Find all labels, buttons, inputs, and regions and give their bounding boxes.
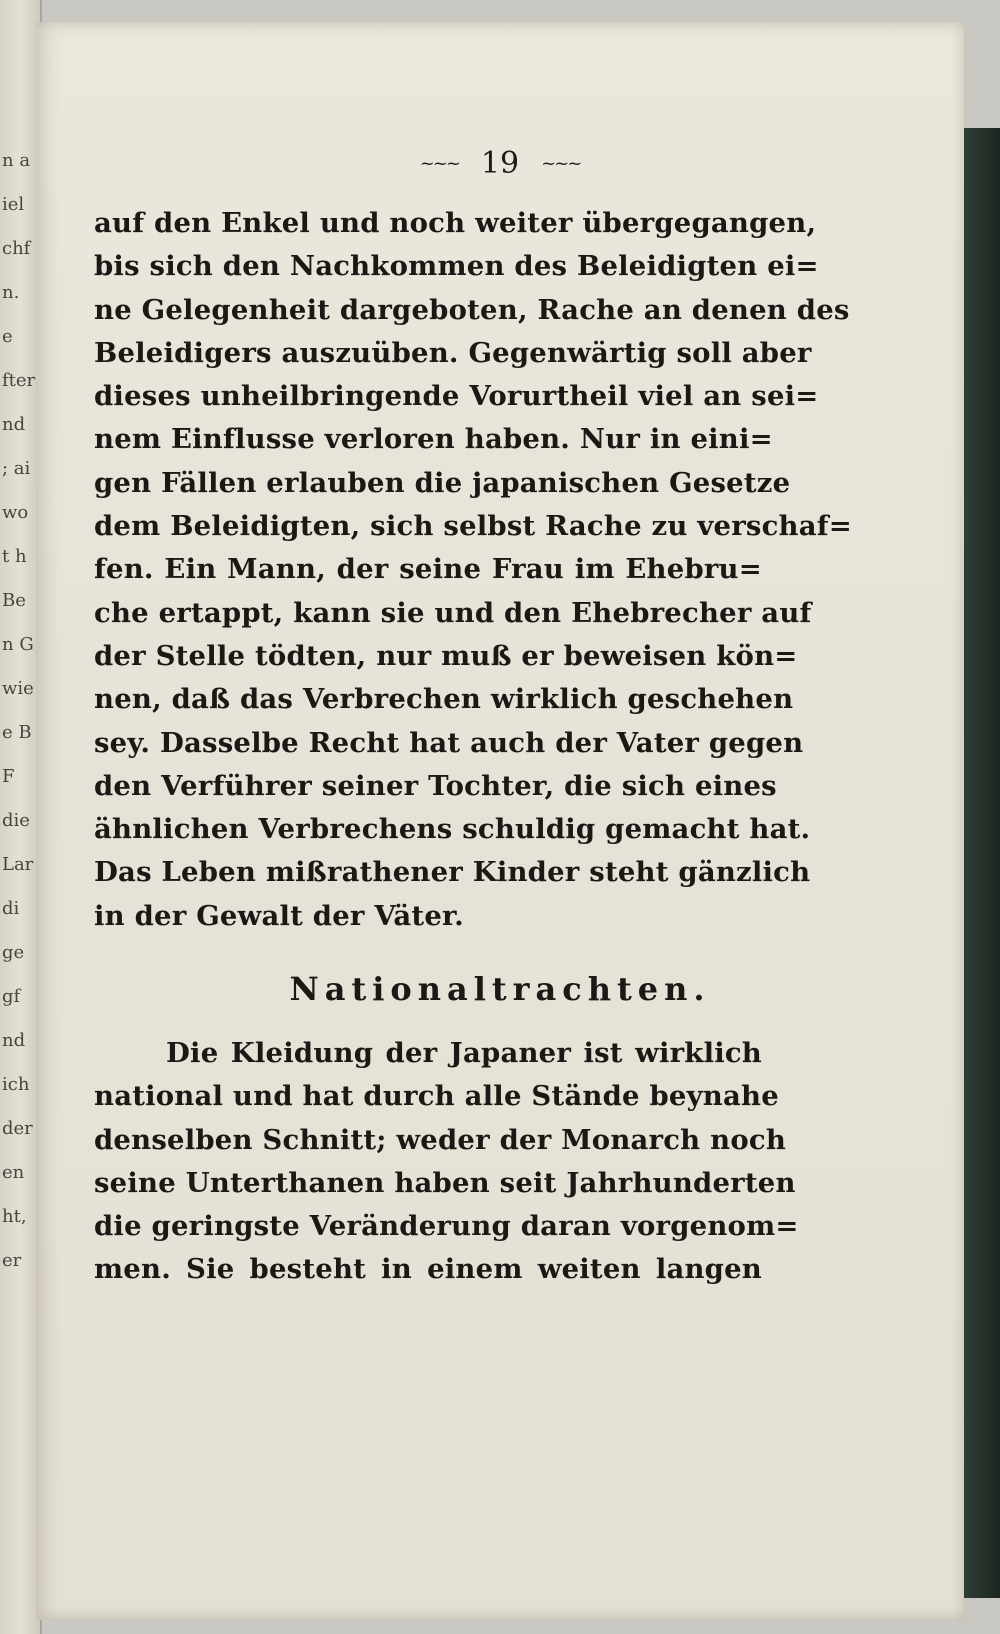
text-line: national und hat durch alle Stände beynahe	[94, 1080, 779, 1113]
page-number: 19	[480, 146, 520, 181]
adjacent-page-fragment: wie	[2, 678, 34, 699]
text-line: denselben Schnitt; weder der Monarch noch	[94, 1123, 787, 1156]
adjacent-page-fragment: t h	[2, 546, 27, 567]
text-line: men. Sie besteht in einem weiten langen	[94, 1253, 762, 1286]
text-line: dem Beleidigten, sich selbst Rache zu verschaf=	[94, 510, 852, 543]
paragraph-2	[94, 1032, 799, 1292]
adjacent-page-fragment: en	[2, 1162, 25, 1183]
adjacent-page-fragment: ich	[2, 1074, 30, 1095]
text-line: nen, daß das Verbrechen wirklich geschehen	[94, 683, 794, 716]
adjacent-page-fragment: nd	[2, 1030, 26, 1051]
adjacent-page-fragment: ; ai	[2, 458, 31, 479]
adjacent-page-fragment: fter	[2, 370, 36, 391]
adjacent-page-fragment: di	[2, 898, 20, 919]
adjacent-page-fragment: chf	[2, 238, 31, 259]
text-line: Das Leben mißrathener Kinder steht gänzlich	[94, 856, 811, 889]
text-line: sey. Dasselbe Recht hat auch der Vater gegen	[94, 726, 804, 759]
adjacent-page-fragment: Lar	[2, 854, 34, 875]
adjacent-page-fragment: ht,	[2, 1206, 27, 1227]
page-header	[36, 146, 964, 181]
adjacent-page-fragment: gf	[2, 986, 21, 1007]
text-line: ne Gelegenheit dargeboten, Rache an denen des	[94, 293, 850, 326]
adjacent-page-fragment: n.	[2, 282, 20, 303]
text-line: dieses unheilbringende Vorurtheil viel an sei=	[94, 380, 819, 413]
adjacent-page-fragment: e	[2, 326, 13, 347]
book-page	[36, 22, 964, 1620]
text-line: Beleidigers auszuüben. Gegenwärtig soll aber	[94, 336, 812, 369]
text-line: in der Gewalt der Väter.	[94, 899, 464, 932]
text-line: nem Einflusse verloren haben. Nur in eini=	[94, 423, 773, 456]
ornament-left: ~~~	[419, 152, 459, 174]
adjacent-page-fragment: wo	[2, 502, 29, 523]
text-line: seine Unterthanen haben seit Jahrhunderten	[94, 1166, 796, 1199]
text-line: die geringste Veränderung daran vorgenom=	[94, 1210, 799, 1243]
adjacent-page-fragment: Be	[2, 590, 26, 611]
paragraph-1	[94, 202, 852, 938]
text-line: bis sich den Nachkommen des Beleidigten ei=	[94, 250, 819, 283]
text-line: Die Kleidung der Japaner ist wirklich	[166, 1037, 762, 1069]
adjacent-page-fragment: F	[2, 766, 15, 787]
book-cover-edge	[962, 128, 1000, 1598]
adjacent-page-fragment: iel	[2, 194, 25, 215]
text-line: ähnlichen Verbrechens schuldig gemacht hat.	[94, 813, 811, 846]
text-line: gen Fällen erlauben die japanischen Gesetze	[94, 466, 791, 499]
text-line: den Verführer seiner Tochter, die sich eines	[94, 769, 777, 802]
adjacent-page-fragment: nd	[2, 414, 26, 435]
adjacent-page-fragment: ge	[2, 942, 25, 963]
section-heading: Nationaltrachten.	[289, 970, 711, 1008]
ornament-right: ~~~	[541, 152, 581, 174]
adjacent-page-fragment: die	[2, 810, 30, 831]
adjacent-page-fragment: er	[2, 1250, 22, 1271]
text-line: che ertappt, kann sie und den Ehebrecher auf	[94, 596, 812, 629]
adjacent-page-fragment: n a	[2, 150, 31, 171]
text-line: fen. Ein Mann, der seine Frau im Ehebru=	[94, 553, 762, 586]
adjacent-page-fragment: der	[2, 1118, 33, 1139]
text-line: der Stelle tödten, nur muß er beweisen kön=	[94, 639, 798, 672]
adjacent-page-fragment: e B	[2, 722, 32, 743]
adjacent-page-fragment: n G	[2, 634, 34, 655]
text-line: auf den Enkel und noch weiter übergegangen,	[94, 207, 817, 239]
